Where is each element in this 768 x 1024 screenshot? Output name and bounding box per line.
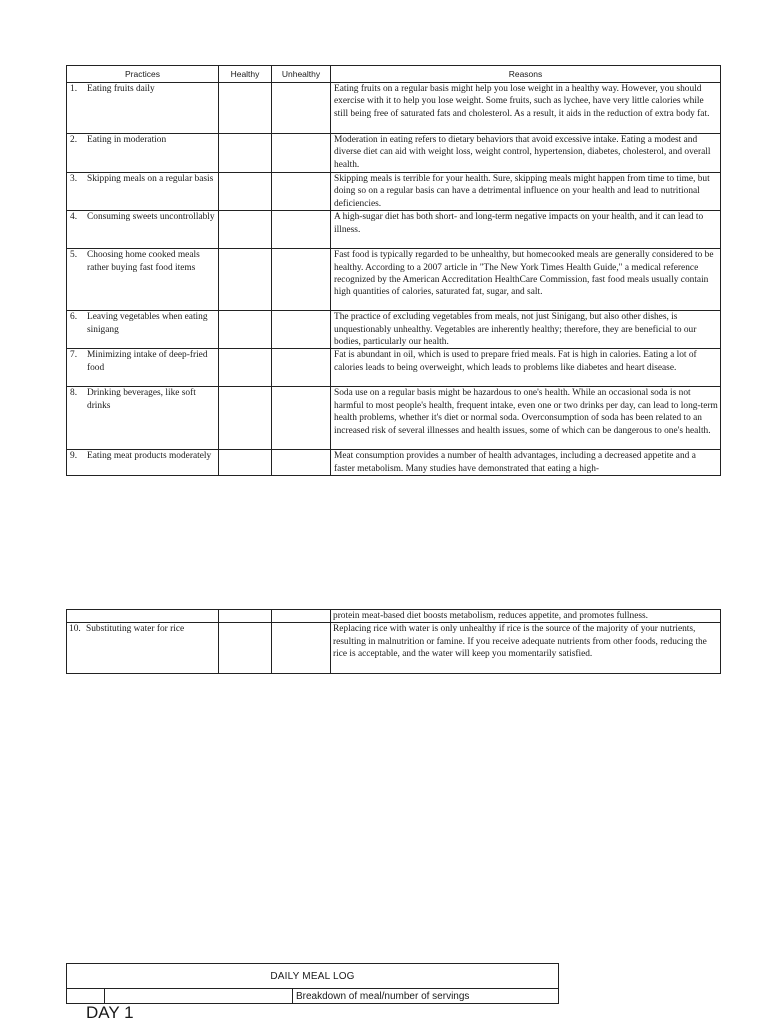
meal-log-breakdown-header: Breakdown of meal/number of servings (293, 989, 559, 1004)
reason-cell: Fat is abundant in oil, which is used to prepare fried meals. Fat is high in calories. Eating a lot of calories leads to being overweight, which leads to problems like diabetes and heart disease. (331, 349, 721, 387)
header-unhealthy: Unhealthy (272, 66, 331, 83)
practice-text: Eating fruits daily (87, 84, 155, 94)
practice-cell (67, 311, 219, 349)
meal-log-title-row (67, 964, 559, 989)
table-row (67, 211, 721, 249)
header-practices: Practices (67, 66, 219, 83)
unhealthy-cell[interactable] (272, 173, 331, 211)
practice-number: 6. (70, 312, 78, 323)
healthy-cell[interactable] (219, 450, 272, 476)
meal-log-col-2[interactable] (105, 989, 293, 1004)
unhealthy-cell[interactable] (272, 311, 331, 349)
reason-cell: A high-sugar diet has both short- and long-term negative impacts on your health, and it can lead to illness. (331, 211, 721, 249)
header-healthy: Healthy (219, 66, 272, 83)
healthy-cell[interactable] (219, 173, 272, 211)
practice-text: Consuming sweets uncontrollably (87, 212, 215, 223)
unhealthy-cell[interactable] (272, 83, 331, 134)
reason-cell: Replacing rice with water is only unhealthy if rice is the source of the majority of your nutrients, resulting in malnutrition or famine. If you receive adequate nutrients from other foods, reducing the rice is acceptable, and the water will keep you momentarily satisfied. (331, 623, 721, 674)
meal-log-title: DAILY MEAL LOG (67, 964, 559, 989)
practice-number: 3. (70, 174, 78, 184)
practice-text: Eating in moderation (87, 135, 167, 145)
unhealthy-cell[interactable] (272, 387, 331, 450)
reason-cell: The practice of excluding vegetables from meals, not just Sinigang, but also other dishes, is unquestionably unhealthy. Vegetables are inherently healthy; therefore, they are beneficial to our bodies, particularly our health. (331, 311, 721, 349)
unhealthy-cell[interactable] (272, 134, 331, 173)
table-row (67, 387, 721, 450)
table-row (67, 83, 721, 134)
unhealthy-cell[interactable] (272, 349, 331, 387)
healthy-cell[interactable] (219, 211, 272, 249)
table-row (67, 311, 721, 349)
unhealthy-cell[interactable] (272, 249, 331, 311)
healthy-cell[interactable] (219, 311, 272, 349)
day-label: DAY 1 (86, 1003, 134, 1022)
practice-cell (67, 134, 219, 173)
unhealthy-cell[interactable] (272, 211, 331, 249)
practice-number: 8. (70, 388, 78, 399)
practice-text: Minimizing intake of deep-fried food (87, 350, 208, 373)
healthy-practices-table (66, 65, 721, 476)
reason-cell: protein meat-based diet boosts metabolism, reduces appetite, and promotes fullness. (331, 610, 721, 623)
healthy-cell[interactable] (219, 387, 272, 450)
healthy-cell[interactable] (219, 623, 272, 674)
healthy-cell[interactable] (219, 83, 272, 134)
practice-cell (67, 387, 219, 450)
continuation-table (66, 609, 721, 674)
table-row (67, 173, 721, 211)
practice-number: 4. (70, 212, 78, 223)
healthy-cell[interactable] (219, 249, 272, 311)
meal-log-header-row (67, 989, 559, 1004)
practice-number: 9. (70, 451, 78, 462)
header-reasons: Reasons (331, 66, 721, 83)
healthy-cell[interactable] (219, 349, 272, 387)
practice-cell (67, 211, 219, 249)
practice-text: Drinking beverages, like soft drinks (87, 388, 196, 411)
practice-number: 2. (70, 135, 78, 145)
practice-cell (67, 349, 219, 387)
reason-cell: Fast food is typically regarded to be unhealthy, but homecooked meals are generally considered to be healthy. According to a 2007 article in "The New York Times Health Guide," a medical reference recognized by the American Accreditation HealthCare Commission, fast food meals usually contain high quantities of calories, saturated fat, sugar, and salt. (331, 249, 721, 311)
practice-cell (67, 83, 219, 134)
table-row (67, 134, 721, 173)
practice-number: 7. (70, 350, 78, 361)
practice-number: 10. (69, 624, 81, 635)
reason-cell: Meat consumption provides a number of health advantages, including a decreased appetite and a faster metabolism. Many studies have demonstrated that eating a high- (331, 450, 721, 476)
practice-cell (67, 623, 219, 674)
table-row (67, 623, 721, 674)
reason-cell: Eating fruits on a regular basis might help you lose weight in a healthy way. However, you should exercise with it to help you lose weight. Some fruits, such as lychee, have very little calories while still being free of saturated fats and cholesterol. As a result, it aids in the reduction of extra body fat. (331, 83, 721, 134)
meal-log-col-1[interactable] (67, 989, 105, 1004)
practice-text: Choosing home cooked meals rather buying fast food items (87, 250, 200, 273)
unhealthy-cell[interactable] (272, 610, 331, 623)
table-header-row (67, 66, 721, 83)
daily-meal-log-table (66, 963, 559, 1004)
practice-number: 1. (70, 84, 78, 94)
practice-cell (67, 173, 219, 211)
practice-text: Skipping meals on a regular basis (87, 174, 214, 184)
healthy-cell[interactable] (219, 610, 272, 623)
unhealthy-cell[interactable] (272, 623, 331, 674)
reason-cell: Moderation in eating refers to dietary behaviors that avoid excessive intake. Eating a modest and diverse diet can aid with weight loss, weight control, hypertension, diabetes, cholesterol, and overall health. (331, 134, 721, 173)
table-row (67, 450, 721, 476)
practice-text: Eating meat products moderately (87, 451, 212, 462)
reason-cell: Soda use on a regular basis might be hazardous to one's health. While an occasional soda is not harmful to most people's health, frequent intake, even one or two drinks per day, can lead to long-term health problems, whether it's diet or normal soda. Overconsumption of soda has been related to an increased risk of several illnesses and health issues, some of which can be dangerous to one's health. (331, 387, 721, 450)
reason-cell: Skipping meals is terrible for your health. Sure, skipping meals might happen from time to time, but doing so on a regular basis can have a detrimental influence on your health and lead to nutritional deficiencies. (331, 173, 721, 211)
practice-cell (67, 450, 219, 476)
table-row (67, 610, 721, 623)
practice-text: Leaving vegetables when eating sinigang (87, 312, 208, 335)
healthy-cell[interactable] (219, 134, 272, 173)
practice-cell (67, 249, 219, 311)
table-row (67, 249, 721, 311)
unhealthy-cell[interactable] (272, 450, 331, 476)
practice-text: Substituting water for rice (86, 624, 185, 635)
practice-cell (67, 610, 219, 623)
table-row (67, 349, 721, 387)
practice-number: 5. (70, 250, 78, 261)
